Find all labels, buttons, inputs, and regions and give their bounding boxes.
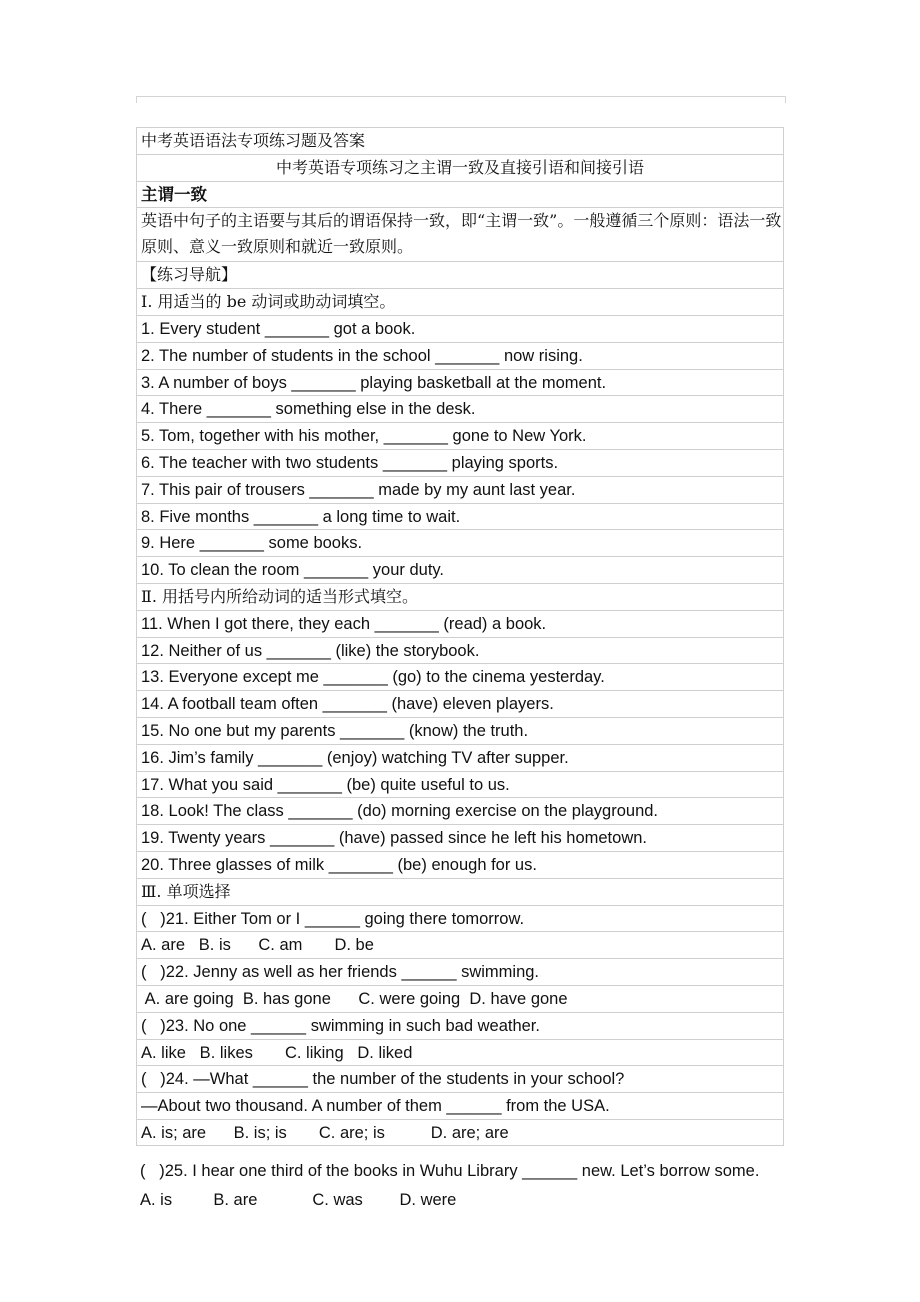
options-23: A. like B. likes C. liking D. liked <box>136 1039 784 1066</box>
question-item: 5. Tom, together with his mother, _______ gone to New York. <box>136 422 784 449</box>
part2-heading: Ⅱ. 用括号内所给动词的适当形式填空。 <box>136 583 784 610</box>
question-item: 16. Jim’s family _______ (enjoy) watching TV after supper. <box>136 744 784 771</box>
doc-title: 中考英语语法专项练习题及答案 <box>136 127 784 154</box>
question-item: 3. A number of boys _______ playing basketball at the moment. <box>136 369 784 396</box>
question-item: 9. Here _______ some books. <box>136 529 784 556</box>
practice-guide: 【练习导航】 <box>136 261 784 288</box>
question-24-reply: —About two thousand. A number of them ______ from the USA. <box>136 1092 784 1119</box>
question-item: 10. To clean the room _______ your duty. <box>136 556 784 583</box>
options-21: A. are B. is C. am D. be <box>136 931 784 958</box>
question-24: ( )24. —What ______ the number of the students in your school? <box>136 1065 784 1092</box>
intro-paragraph: 英语中句子的主语要与其后的谓语保持一致，即“主谓一致”。一般遵循三个原则：语法一致原则、意义一致原则和就近一致原则。 <box>136 207 784 261</box>
options-22: A. are going B. has gone C. were going D. have gone <box>136 985 784 1012</box>
question-item: 8. Five months _______ a long time to wait. <box>136 503 784 530</box>
question-item: 19. Twenty years _______ (have) passed since he left his hometown. <box>136 824 784 851</box>
question-item: 17. What you said _______ (be) quite useful to us. <box>136 771 784 798</box>
question-item: 11. When I got there, they each _______ (read) a book. <box>136 610 784 637</box>
question-item: 1. Every student _______ got a book. <box>136 315 784 342</box>
question-item: 4. There _______ something else in the desk. <box>136 395 784 422</box>
worksheet <box>136 127 784 1146</box>
question-item: 18. Look! The class _______ (do) morning exercise on the playground. <box>136 797 784 824</box>
options-24: A. is; are B. is; is C. are; is D. are; are <box>136 1119 784 1146</box>
part1-heading: Ⅰ. 用适当的 be 动词或助动词填空。 <box>136 288 784 315</box>
subtitle: 中考英语专项练习之主谓一致及直接引语和间接引语 <box>136 154 784 181</box>
question-item: 15. No one but my parents _______ (know) the truth. <box>136 717 784 744</box>
options-25: A. is B. are C. was D. were <box>140 1191 457 1209</box>
question-item: 2. The number of students in the school _______ now rising. <box>136 342 784 369</box>
part3-heading: Ⅲ. 单项选择 <box>136 878 784 905</box>
question-25-block <box>140 1158 784 1213</box>
question-22: ( )22. Jenny as well as her friends ______ swimming. <box>136 958 784 985</box>
question-item: 13. Everyone except me _______ (go) to the cinema yesterday. <box>136 663 784 690</box>
question-23: ( )23. No one ______ swimming in such bad weather. <box>136 1012 784 1039</box>
question-item: 6. The teacher with two students _______ playing sports. <box>136 449 784 476</box>
question-item: 7. This pair of trousers _______ made by my aunt last year. <box>136 476 784 503</box>
question-21: ( )21. Either Tom or I ______ going there tomorrow. <box>136 905 784 932</box>
question-25: ( )25. I hear one third of the books in Wuhu Library ______ new. Let’s borrow some. <box>140 1162 760 1180</box>
question-item: 14. A football team often _______ (have) eleven players. <box>136 690 784 717</box>
question-item: 12. Neither of us _______ (like) the storybook. <box>136 637 784 664</box>
header-rule <box>136 96 786 103</box>
section-heading: 主谓一致 <box>136 181 784 208</box>
question-item: 20. Three glasses of milk _______ (be) enough for us. <box>136 851 784 878</box>
